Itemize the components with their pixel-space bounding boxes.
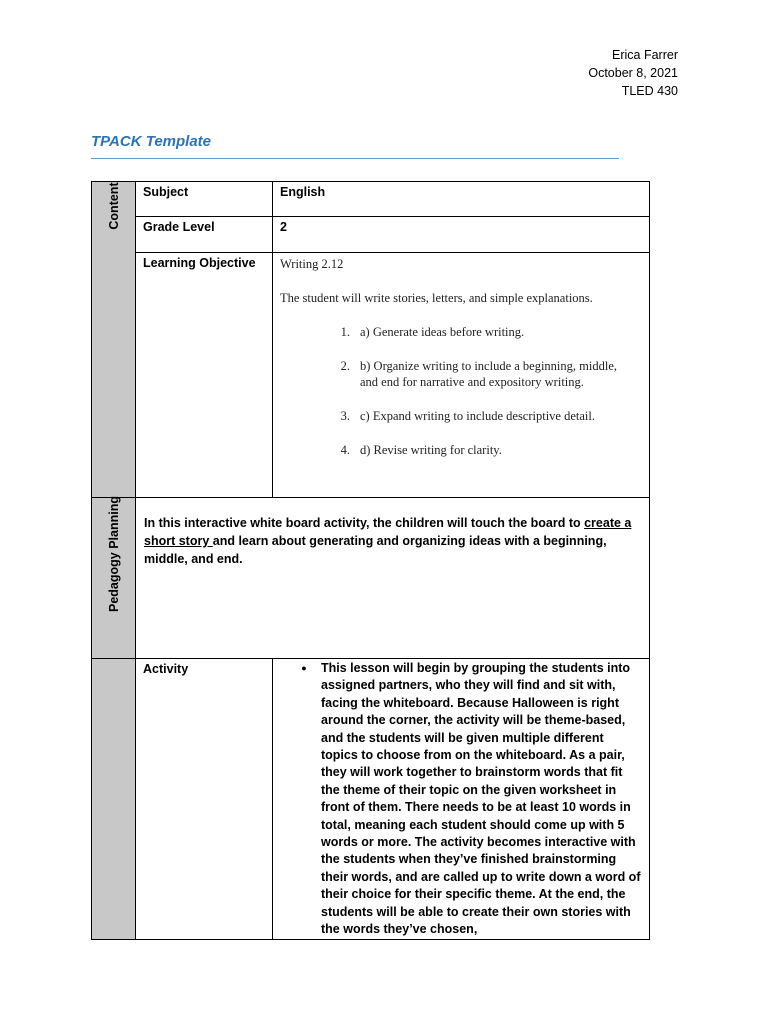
bullet-icon: ● bbox=[301, 663, 307, 673]
pedagogy-text: In this interactive white board activity, the children will touch the board to bbox=[144, 516, 585, 530]
document-date: October 8, 2021 bbox=[588, 66, 678, 80]
list-item: 3. c) Expand writing to include descriptive detail. bbox=[340, 409, 595, 423]
activity-value bbox=[273, 659, 650, 940]
subject-row bbox=[92, 182, 650, 217]
pedagogy-section-label bbox=[92, 498, 136, 659]
pedagogy-text-end: and learn about generating and organizing ideas with a beginning, middle, and end. bbox=[144, 534, 607, 566]
list-item bbox=[273, 659, 649, 939]
grade-row bbox=[92, 217, 650, 253]
activity-row bbox=[92, 659, 650, 940]
document-header-info bbox=[588, 46, 678, 100]
objective-intro: The student will write stories, letters, and simple explanations. bbox=[280, 291, 593, 305]
objective-list bbox=[280, 324, 642, 458]
course-code: TLED 430 bbox=[621, 84, 678, 98]
pedagogy-row bbox=[92, 498, 650, 659]
list-item: 4. d) Revise writing for clarity. bbox=[340, 443, 502, 457]
grade-value: 2 bbox=[273, 217, 650, 253]
content-section-label bbox=[92, 182, 136, 498]
subject-value: English bbox=[273, 182, 650, 217]
objective-label: Learning Objective bbox=[136, 253, 273, 498]
create-story-link[interactable]: create a short story bbox=[144, 516, 632, 548]
objective-row bbox=[92, 253, 650, 498]
objective-value bbox=[273, 253, 650, 498]
activity-label: Activity bbox=[136, 659, 273, 940]
pedagogy-label-text: Pedagogy Planning bbox=[106, 496, 121, 612]
activity-section-label bbox=[92, 659, 136, 940]
list-item: 2. b) Organize writing to include a beginning, middle, and end for narrative and expository writing. bbox=[340, 359, 618, 389]
title-underline bbox=[91, 158, 619, 159]
author-name: Erica Farrer bbox=[612, 48, 678, 62]
content-label-text: Content bbox=[106, 182, 121, 230]
list-item: 1. a) Generate ideas before writing. bbox=[340, 325, 525, 339]
pedagogy-description bbox=[136, 498, 650, 659]
subject-label: Subject bbox=[136, 182, 273, 217]
page-title: TPACK Template bbox=[91, 133, 212, 150]
grade-label: Grade Level bbox=[136, 217, 273, 253]
objective-code: Writing 2.12 bbox=[280, 257, 344, 271]
activity-text: This lesson will begin by grouping the students into assigned partners, who they will find and sit with, facing the whiteboard. Because Halloween is right around the corner, the activity will be theme-based, and the students will be given multiple different topics to choose from on the whiteboard. As a pair, they will work together to brainstorm words that fit the theme of their topic on the given worksheet in front of them. There needs to be at least 10 words in total, meaning each student should come up with 5 words or more. The activity becomes interactive with the students when they’ve finished brainstorming their words, and are called up to write down a word of their choice for their specific theme. At the end, the students will be able to create their own stories with the words they’ve chosen, bbox=[321, 661, 641, 937]
tpack-table bbox=[91, 181, 650, 940]
